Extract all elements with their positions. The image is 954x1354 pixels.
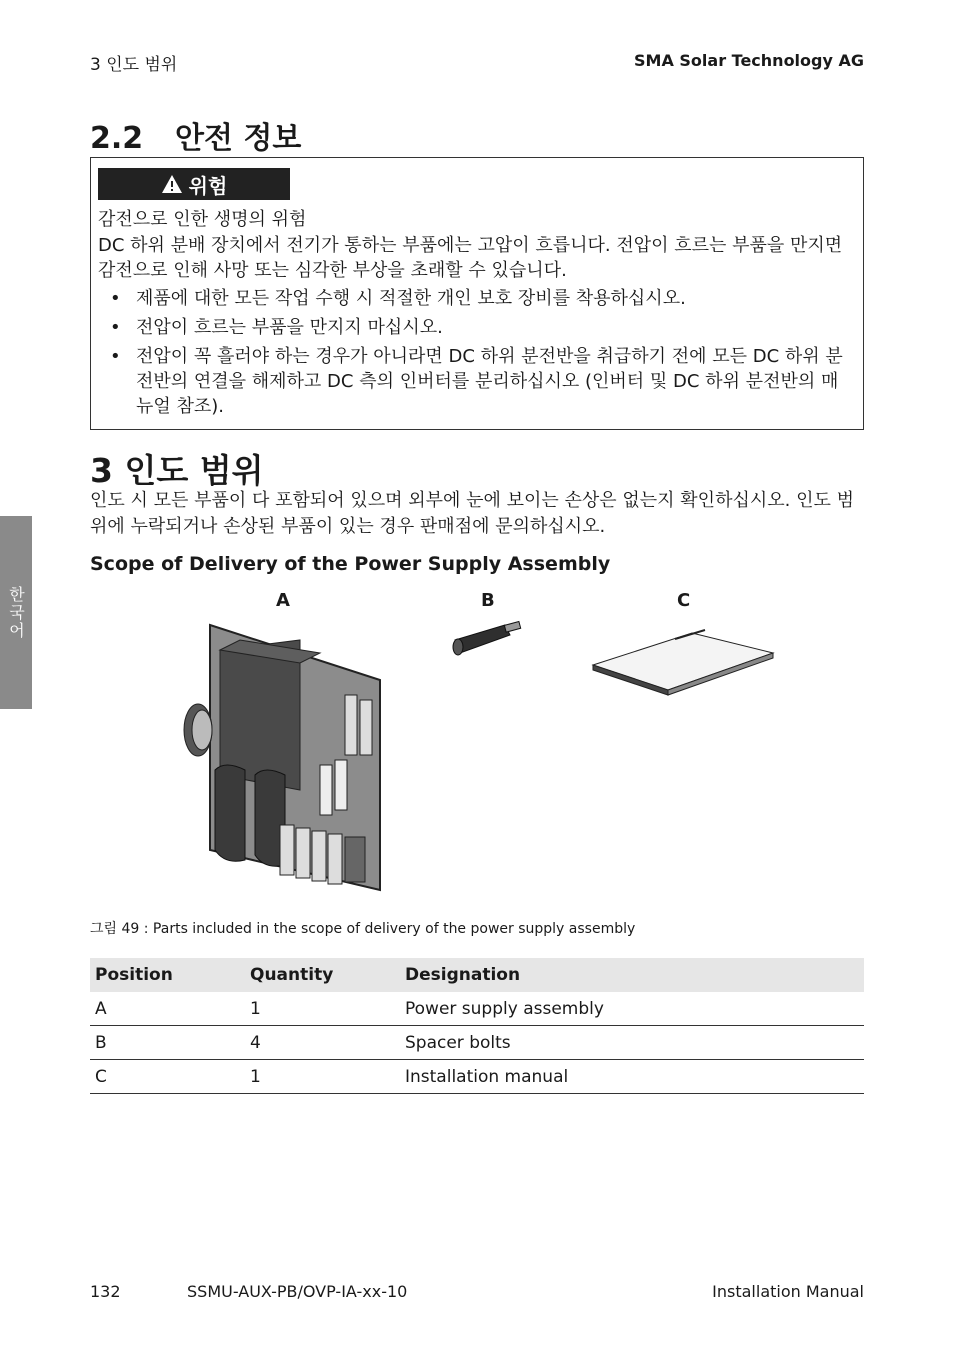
subheading: Scope of Delivery of the Power Supply Assembly bbox=[90, 553, 611, 575]
danger-tag bbox=[98, 168, 290, 200]
footer-doc-id: SSMU-AUX-PB/OVP-IA-xx-10 bbox=[187, 1282, 408, 1301]
warning-triangle-icon bbox=[161, 174, 183, 194]
figure-caption: 그림 49 : Parts included in the scope of delivery of the power supply assembly bbox=[90, 921, 636, 937]
language-side-tab bbox=[0, 516, 32, 709]
danger-title: 감전으로 인한 생명의 위험 bbox=[98, 209, 307, 230]
section-3-heading bbox=[90, 445, 263, 492]
cell-designation: Installation manual bbox=[400, 1060, 864, 1094]
figure-label-a: A bbox=[276, 590, 290, 611]
footer-doc-type: Installation Manual bbox=[712, 1282, 864, 1301]
cell-quantity: 1 bbox=[245, 1060, 400, 1094]
power-supply-assembly-image bbox=[184, 625, 380, 890]
section-number: 2.2 bbox=[90, 121, 144, 156]
danger-bullets bbox=[110, 286, 850, 423]
table-row bbox=[90, 1026, 864, 1060]
installation-manual-image bbox=[593, 630, 773, 695]
figure-label-c: C bbox=[677, 590, 691, 611]
cell-designation: Power supply assembly bbox=[400, 992, 864, 1026]
cell-designation: Spacer bolts bbox=[400, 1026, 864, 1060]
section-number: 3 bbox=[90, 451, 113, 490]
column-header-quantity: Quantity bbox=[245, 958, 400, 992]
table-row bbox=[90, 992, 864, 1026]
cell-position: B bbox=[90, 1026, 245, 1060]
section-title: 인도 범위 bbox=[124, 451, 264, 490]
parts-table bbox=[90, 958, 864, 1094]
parts-illustration bbox=[180, 615, 780, 900]
cell-position: A bbox=[90, 992, 245, 1026]
table-row bbox=[90, 1060, 864, 1094]
language-label: 한국어 bbox=[6, 585, 26, 640]
cell-quantity: 4 bbox=[245, 1026, 400, 1060]
intro-text: 인도 시 모든 부품이 다 포함되어 있으며 외부에 눈에 보이는 손상은 없는지 확인하십시오. 인도 범위에 누락되거나 손상된 부품이 있는 경우 판매점에 문의하십시오. bbox=[90, 490, 854, 537]
cell-position: C bbox=[90, 1060, 245, 1094]
figure-label-b: B bbox=[481, 590, 495, 611]
spacer-bolt-image bbox=[453, 622, 521, 655]
table-header-row bbox=[90, 958, 864, 992]
danger-text: DC 하위 분배 장치에서 전기가 통하는 부품에는 고압이 흐릅니다. 전압이 흐르는 부품을 만지면 감전으로 인해 사망 또는 심각한 부상을 초래할 수 있습니다. bbox=[98, 235, 843, 281]
footer-page-number: 132 bbox=[90, 1282, 121, 1301]
cell-quantity: 1 bbox=[245, 992, 400, 1026]
column-header-designation: Designation bbox=[400, 958, 864, 992]
section-title: 안전 정보 bbox=[175, 121, 302, 156]
bullet-item: • 제품에 대한 모든 작업 수행 시 적절한 개인 보호 장비를 착용하십시오. bbox=[110, 286, 850, 311]
header-chapter: 3 인도 범위 bbox=[90, 55, 178, 75]
header-company: SMA Solar Technology AG bbox=[634, 51, 864, 70]
bullet-item: • 전압이 흐르는 부품을 만지지 마십시오. bbox=[110, 315, 850, 340]
bullet-item: • 전압이 꼭 흘러야 하는 경우가 아니라면 DC 하위 분전반을 취급하기 전에 모든 DC 하위 분전반의 연결을 해제하고 DC 측의 인버터를 분리하십시오 (인버터 및 DC 하위 분전반의 매뉴얼 참조). bbox=[110, 344, 850, 419]
danger-tag-label: 위험 bbox=[188, 173, 228, 198]
section-2-2-heading bbox=[90, 113, 301, 157]
column-header-position: Position bbox=[90, 958, 245, 992]
